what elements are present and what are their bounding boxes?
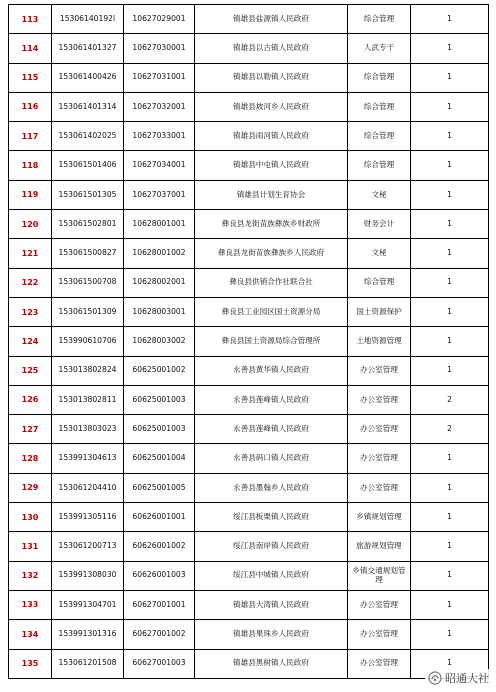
exam-ticket-number-cell: 153061402025: [52, 122, 124, 151]
exam-results-sheet: [8, 4, 488, 679]
position-code-cell: 60626001002: [124, 532, 195, 561]
row-number-cell: 117: [9, 122, 52, 151]
row-number-cell: 134: [9, 620, 52, 649]
table-row: [9, 268, 489, 297]
results-table-body: [9, 5, 489, 679]
position-code-cell: 60626001001: [124, 503, 195, 532]
row-number-cell: 119: [9, 180, 52, 209]
employer-unit-cell: 永善县墨翰乡人民政府: [195, 473, 348, 502]
position-code-cell: 10628003002: [124, 327, 195, 356]
row-number-cell: 132: [9, 561, 52, 590]
row-number-cell: 125: [9, 356, 52, 385]
position-name-cell: 土地资源管理: [348, 327, 411, 356]
position-code-cell: 10628001002: [124, 239, 195, 268]
exam-ticket-number-cell: 153991305116: [52, 503, 124, 532]
exam-ticket-number-cell: 15306140192l: [52, 5, 124, 34]
table-row: [9, 34, 489, 63]
exam-ticket-number-cell: 153013802811: [52, 385, 124, 414]
hire-count-cell: 1: [411, 239, 489, 268]
position-name-cell: 综合管理: [348, 5, 411, 34]
exam-ticket-number-cell: 153061501305: [52, 180, 124, 209]
row-number-cell: 126: [9, 385, 52, 414]
row-number-cell: 120: [9, 210, 52, 239]
position-code-cell: 60627001001: [124, 590, 195, 619]
row-number-cell: 130: [9, 503, 52, 532]
employer-unit-cell: 彝良县供销合作社联合社: [195, 268, 348, 297]
position-name-cell: 综合管理: [348, 122, 411, 151]
employer-unit-cell: 镇雄县以勒镇人民政府: [195, 63, 348, 92]
position-name-cell: 综合管理: [348, 63, 411, 92]
position-code-cell: 60625001004: [124, 444, 195, 473]
row-number-cell: 122: [9, 268, 52, 297]
employer-unit-cell: 永善县码口镇人民政府: [195, 444, 348, 473]
position-code-cell: 60626001003: [124, 561, 195, 590]
wechat-official-account-icon: [428, 671, 442, 685]
position-code-cell: 10627029001: [124, 5, 195, 34]
hire-count-cell: 1: [411, 122, 489, 151]
employer-unit-cell: 镇雄县以古镇人民政府: [195, 34, 348, 63]
table-row: [9, 327, 489, 356]
position-code-cell: 10627032001: [124, 92, 195, 121]
position-name-cell: 办公室管理: [348, 385, 411, 414]
position-code-cell: 10627037001: [124, 180, 195, 209]
position-name-cell: 综合管理: [348, 92, 411, 121]
hire-count-cell: 2: [411, 415, 489, 444]
watermark: [425, 669, 492, 687]
hire-count-cell: 2: [411, 385, 489, 414]
table-row: [9, 620, 489, 649]
position-code-cell: 60627001003: [124, 649, 195, 678]
position-name-cell: 乡镇规划管理: [348, 503, 411, 532]
row-number-cell: 124: [9, 327, 52, 356]
position-name-cell: 综合管理: [348, 151, 411, 180]
table-row: [9, 151, 489, 180]
position-name-cell: 财务会计: [348, 210, 411, 239]
hire-count-cell: 1: [411, 151, 489, 180]
exam-ticket-number-cell: 153013803023: [52, 415, 124, 444]
position-code-cell: 10627034001: [124, 151, 195, 180]
hire-count-cell: 1: [411, 620, 489, 649]
position-name-cell: 办公室管理: [348, 473, 411, 502]
hire-count-cell: 1: [411, 561, 489, 590]
watermark-text: 昭通大社: [445, 672, 489, 685]
row-number-cell: 128: [9, 444, 52, 473]
table-row: [9, 92, 489, 121]
exam-ticket-number-cell: 153061500708: [52, 268, 124, 297]
position-name-cell: 文秘: [348, 180, 411, 209]
employer-unit-cell: 绥江县南岸镇人民政府: [195, 532, 348, 561]
employer-unit-cell: 彝良县龙街苗族彝族乡人民政府: [195, 239, 348, 268]
employer-unit-cell: 彝良县龙街苗族彝族乡财政所: [195, 210, 348, 239]
exam-ticket-number-cell: 153061502801: [52, 210, 124, 239]
position-code-cell: 10627033001: [124, 122, 195, 151]
employer-unit-cell: 镇雄县坡河乡人民政府: [195, 92, 348, 121]
table-row: [9, 63, 489, 92]
table-row: [9, 180, 489, 209]
row-number-cell: 133: [9, 590, 52, 619]
exam-ticket-number-cell: 153061204410: [52, 473, 124, 502]
row-number-cell: 127: [9, 415, 52, 444]
hire-count-cell: 1: [411, 473, 489, 502]
table-row: [9, 444, 489, 473]
employer-unit-cell: 永善县莲峰镇人民政府: [195, 415, 348, 444]
exam-ticket-number-cell: 153061200713: [52, 532, 124, 561]
position-code-cell: 10628001001: [124, 210, 195, 239]
hire-count-cell: 1: [411, 356, 489, 385]
row-number-cell: 129: [9, 473, 52, 502]
position-name-cell: 旅游规划管理: [348, 532, 411, 561]
position-name-cell: 文秘: [348, 239, 411, 268]
hire-count-cell: 1: [411, 268, 489, 297]
employer-unit-cell: 镇雄县大湾镇人民政府: [195, 590, 348, 619]
position-code-cell: 10627030001: [124, 34, 195, 63]
employer-unit-cell: 镇雄县黑树镇人民政府: [195, 649, 348, 678]
hire-count-cell: 1: [411, 532, 489, 561]
table-row: [9, 649, 489, 678]
exam-ticket-number-cell: 153991308030: [52, 561, 124, 590]
employer-unit-cell: 永善县黄华镇人民政府: [195, 356, 348, 385]
hire-count-cell: 1: [411, 590, 489, 619]
hire-count-cell: 1: [411, 34, 489, 63]
position-code-cell: 10628003001: [124, 297, 195, 326]
employer-unit-cell: 镇雄县果珠乡人民政府: [195, 620, 348, 649]
position-name-cell: 国土资源保护: [348, 297, 411, 326]
employer-unit-cell: 永善县莲峰镇人民政府: [195, 385, 348, 414]
employer-unit-cell: 绥江县中城镇人民政府: [195, 561, 348, 590]
row-number-cell: 135: [9, 649, 52, 678]
row-number-cell: 115: [9, 63, 52, 92]
employer-unit-cell: 镇雄县盐源镇人民政府: [195, 5, 348, 34]
table-row: [9, 122, 489, 151]
table-row: [9, 590, 489, 619]
table-row: [9, 532, 489, 561]
position-name-cell: 办公室管理: [348, 649, 411, 678]
table-row: [9, 503, 489, 532]
exam-ticket-number-cell: 153061401314: [52, 92, 124, 121]
exam-ticket-number-cell: 153061201508: [52, 649, 124, 678]
row-number-cell: 114: [9, 34, 52, 63]
hire-count-cell: 1: [411, 297, 489, 326]
hire-count-cell: 1: [411, 180, 489, 209]
position-name-cell: 办公室管理: [348, 444, 411, 473]
table-row: [9, 473, 489, 502]
table-row: [9, 297, 489, 326]
employer-unit-cell: 镇雄县中屯镇人民政府: [195, 151, 348, 180]
exam-ticket-number-cell: 153013802824: [52, 356, 124, 385]
table-row: [9, 385, 489, 414]
position-code-cell: 60625001003: [124, 385, 195, 414]
exam-ticket-number-cell: 153061401327: [52, 34, 124, 63]
table-row: [9, 210, 489, 239]
table-row: [9, 5, 489, 34]
hire-count-cell: 1: [411, 327, 489, 356]
table-row: [9, 239, 489, 268]
exam-ticket-number-cell: 153991304701: [52, 590, 124, 619]
employer-unit-cell: 彝良县工业园区国土资源分局: [195, 297, 348, 326]
results-table: [8, 4, 489, 679]
hire-count-cell: 1: [411, 444, 489, 473]
employer-unit-cell: 彝良县国土资源局综合管理所: [195, 327, 348, 356]
table-row: [9, 561, 489, 590]
hire-count-cell: 1: [411, 503, 489, 532]
table-row: [9, 356, 489, 385]
row-number-cell: 113: [9, 5, 52, 34]
position-code-cell: 60625001003: [124, 415, 195, 444]
employer-unit-cell: 绥江县板栗镇人民政府: [195, 503, 348, 532]
position-code-cell: 60625001002: [124, 356, 195, 385]
exam-ticket-number-cell: 153061501406: [52, 151, 124, 180]
hire-count-cell: 1: [411, 210, 489, 239]
employer-unit-cell: 镇雄县计划生育协会: [195, 180, 348, 209]
position-name-cell: 办公室管理: [348, 415, 411, 444]
row-number-cell: 123: [9, 297, 52, 326]
position-name-cell: 综合管理: [348, 268, 411, 297]
row-number-cell: 116: [9, 92, 52, 121]
row-number-cell: 121: [9, 239, 52, 268]
exam-ticket-number-cell: 153990610706: [52, 327, 124, 356]
position-name-cell: 办公室管理: [348, 356, 411, 385]
row-number-cell: 118: [9, 151, 52, 180]
exam-ticket-number-cell: 153061500827: [52, 239, 124, 268]
exam-ticket-number-cell: 153061501309: [52, 297, 124, 326]
position-name-cell: 办公室管理: [348, 590, 411, 619]
exam-ticket-number-cell: 153061400426: [52, 63, 124, 92]
position-code-cell: 10627031001: [124, 63, 195, 92]
employer-unit-cell: 镇雄县雨河镇人民政府: [195, 122, 348, 151]
exam-ticket-number-cell: 153991301316: [52, 620, 124, 649]
exam-ticket-number-cell: 153991304613: [52, 444, 124, 473]
hire-count-cell: 1: [411, 5, 489, 34]
hire-count-cell: 1: [411, 63, 489, 92]
position-name-cell: 人武专干: [348, 34, 411, 63]
position-name-cell: 乡镇交通规划管理: [348, 561, 411, 590]
table-row: [9, 415, 489, 444]
hire-count-cell: 1: [411, 649, 489, 678]
hire-count-cell: 1: [411, 92, 489, 121]
position-code-cell: 60627001002: [124, 620, 195, 649]
position-code-cell: 60625001005: [124, 473, 195, 502]
position-name-cell: 办公室管理: [348, 620, 411, 649]
position-code-cell: 10628002001: [124, 268, 195, 297]
row-number-cell: 131: [9, 532, 52, 561]
